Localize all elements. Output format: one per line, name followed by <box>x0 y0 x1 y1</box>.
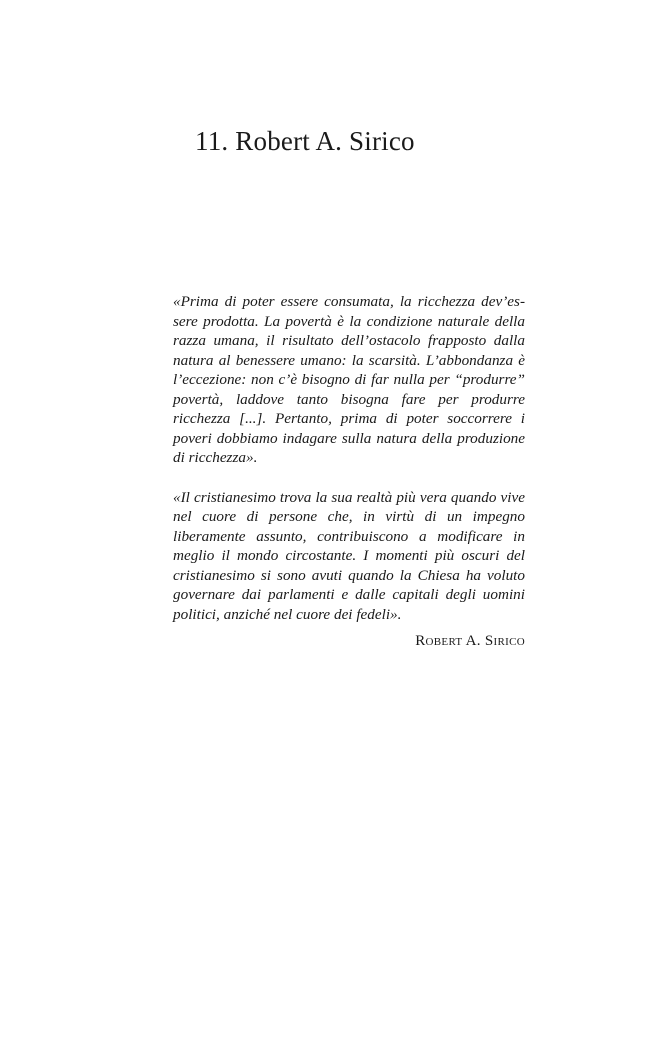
chapter-title: 11. Robert A. Sirico <box>195 126 415 156</box>
epigraph-block <box>173 292 525 650</box>
epigraph-quote-1: «Prima di poter essere consumata, la ricchezza dev’essere prodotta. La povertà è la condizione naturale della razza umana, il risultato dell’ostacolo frapposto dalla natura al benessere umano: la scarsità. L’abbondanza è l’eccezione: non c’è bisogno di far nulla per “produrre” povertà, laddove tanto bisogna fare per produrre ricchezza [...]. Pertanto, prima di poter soccorrere i poveri dobbiamo indagare sulla natura della produzione di ricchezza». <box>173 293 525 466</box>
epigraph-attribution: Robert A. Sirico <box>415 633 525 649</box>
epigraph-quote-2: «Il cristianesimo trova la sua realtà più vera quando vive nel cuore di persone che, in virtù di un impegno liberamente assunto, contribuiscono a modificare in meglio il mondo circostante. I momenti più oscuri del cristianesimo si sono avuti quando la Chiesa ha voluto governare dai parlamenti e dalle capitali degli uomini politici, anziché nel cuore dei fedeli». <box>173 488 525 623</box>
